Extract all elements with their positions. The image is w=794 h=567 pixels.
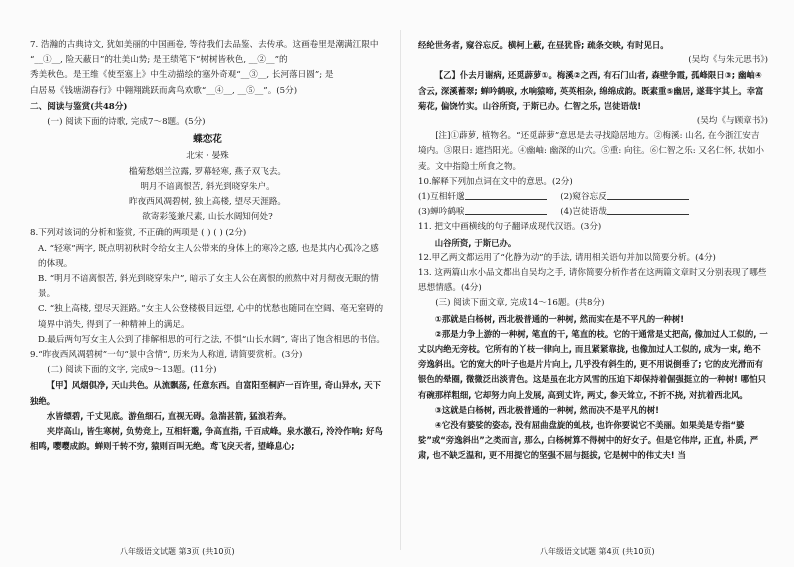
q8-option-d: D.最后两句写女主人公到了排解相思的可行之法, 不惧“山长水阔”, 寄出了饱含相思的书信。 bbox=[38, 334, 385, 345]
q10-item-2: (2)窥谷忘反 bbox=[560, 192, 607, 203]
q10-item-1: (1)互相轩邈 bbox=[418, 192, 465, 203]
passage-yi: 【乙】仆去月谢病, 还觅薜萝①。梅溪②之西, 有石门山者, 森壁争霞, 孤峰限日③; 幽岫④含云, 深溪蓄翠; 蝉吟鹤唳, 水响猿啼, 英英相杂, 绵绵成韵。既素重⑤幽居, 遂葺宇其上。幸富菊花, 偏饶竹实。山谷所资, 于斯已办。仁智之乐, 岂徒语哉! bbox=[418, 70, 764, 111]
q11-stem: 11. 把文中画横线的句子翻译成现代汉语。(3分) bbox=[418, 222, 602, 233]
poem-line: 明月不谙离恨苦, 斜光到晓穿朱户。 bbox=[140, 181, 275, 192]
passage-jia-p1: 【甲】风烟俱净, 天山共色。从流飘荡, 任意东西。自富阳至桐庐一百许里, 奇山异水, 天下独绝。 bbox=[30, 380, 382, 406]
q12-stem: 12.甲乙两文都运用了“化静为动”的手法, 请用相关语句并加以简要分析。(4分) bbox=[418, 252, 716, 263]
poem-author: 北宋 · 晏殊 bbox=[186, 151, 229, 162]
page-footer-left: 八年级语文试题 第3页 (共10页) bbox=[120, 547, 235, 556]
q7-line-4: 白居易《钱塘湖春行》中翱翔跳跃而禽鸟欢歌“__④__, __⑤__”。(5分) bbox=[30, 85, 298, 96]
article-paragraph-4: ④它没有婆娑的姿态, 没有屈曲盘旋的虬枝, 也许你要说它不美丽。如果美是专指“婆娑”或“旁逸斜出”之类而言, 那么, 白杨树算不得树中的好女子。但是它伟岸, 正直, 朴质, 严肃, 也不缺乏温和, 更不用提它的坚强不屈与挺拔, 它是树中的伟丈夫! 当 bbox=[418, 420, 759, 461]
q7-line-2: “__①__, 险天蔽日”的壮美山势; 是王绩笔下“树树皆秋色, __②__”的 bbox=[30, 55, 288, 66]
passage-jia-p2: 水皆缥碧, 千丈见底。游鱼细石, 直视无碍。急湍甚箭, 猛浪若奔。 bbox=[46, 410, 292, 421]
passage-jia-p3: 夹岸高山, 皆生寒树, 负势竞上, 互相轩邈, 争高直指, 千百成峰。泉水激石, 泠泠作响; 好鸟相鸣, 嘤嘤成韵。蝉则千转不穷, 猿则百叫无绝。鸢飞戾天者, 望峰息心; bbox=[30, 426, 383, 452]
answer-blank[interactable] bbox=[465, 190, 547, 200]
answer-blank[interactable] bbox=[607, 190, 689, 200]
citation-jia: (吴均《与朱元思书》) bbox=[688, 55, 768, 66]
citation-yi: (吴均《与顾章书》) bbox=[696, 116, 768, 127]
poem-title: 蝶恋花 bbox=[193, 134, 222, 146]
right-column bbox=[418, 38, 768, 528]
annotation-note: [注]①薜萝, 植物名。“还觅薜萝”意思是去寻找隐居地方。②梅溪: 山名, 在今浙江安吉境内。③限日: 遮挡阳光。④幽岫: 幽深的山穴。⑤重: 向往。⑥仁智之乐: 又名仁怀, 状如小麦。文中指隐士所食之物。 bbox=[418, 131, 764, 172]
q11-sentence: 山谷所资, 于斯已办。 bbox=[434, 237, 517, 248]
poem-line: 昨夜西风凋碧树, 独上高楼, 望尽天涯路。 bbox=[128, 197, 287, 208]
q10-item-4: (4)岂徒语哉 bbox=[560, 207, 607, 218]
q9-stem: 9.“昨夜西风凋碧树”一句“景中含情”, 历来为人称道, 请简要赏析。(3分) bbox=[30, 350, 303, 361]
sub-section-3: (三) 阅读下面文章, 完成14～16题。(共8分) bbox=[435, 298, 605, 309]
article-paragraph-1: ①那就是白杨树, 西北极普通的一种树, 然而实在是不平凡的一种树! bbox=[434, 313, 685, 324]
left-column bbox=[30, 38, 385, 528]
q7-line-3: 秀美秋色。是王维《使至塞上》中生动描绘的塞外奇观“__③__, 长河落日圆”; 是 bbox=[30, 70, 334, 81]
sub-section-2: (二) 阅读下面的文字, 完成9～13题。(11分) bbox=[47, 365, 217, 376]
answer-blank[interactable] bbox=[465, 205, 547, 215]
q10-items-row1 bbox=[418, 190, 768, 205]
article-paragraph-2: ②那是力争上游的一种树, 笔直的干, 笔直的枝。它的干通常是丈把高, 像加过人工似的, 一丈以内绝无旁枝。它所有的丫枝一律向上, 而且紧紧靠拢, 也像加过人工似的, 成为一束, 绝不旁逸斜出。它的宽大的叶子也是片片向上, 几乎没有斜生的, 更不用说倒垂了; 它的皮光滑而有银色的晕圈, 微微泛出淡青色。这是虽在北方风雪的压迫下却保持着倔强挺立的一种树! 哪怕只有碗那样粗细, 它却努力向上发展, 高到丈许, 两丈, 参天耸立, 不折不挠, 对抗着西北风。 bbox=[418, 328, 768, 400]
answer-blank[interactable] bbox=[607, 205, 689, 215]
q10-items-row2 bbox=[418, 205, 768, 220]
passage-jia-continued: 经纶世务者, 窥谷忘反。横柯上蔽, 在昼犹昏; 疏条交映, 有时见日。 bbox=[418, 40, 669, 50]
q8-option-c: C. “独上高楼, 望尽天涯路。”女主人公登楼极目远望, 心中的忧愁也随同在空阔、亳无窒碍的境界中消失, 得到了一种精神上的满足。 bbox=[38, 304, 384, 330]
q13-stem: 13. 这两篇山水小品文都出自吴均之手, 请你简要分析作者在这两篇文章时又分别表现了哪些思想情感。(4分) bbox=[418, 268, 767, 294]
page-footer-right: 八年级语文试题 第4页 (共10页) bbox=[540, 547, 655, 556]
q8-option-a: A. “轻寒”两字, 既点明初秋时令给女主人公带来的身体上的寒冷之感, 也是其内心孤冷之感的体现。 bbox=[38, 243, 379, 269]
q8-stem: 8.下列对该词的分析和鉴赏, 不正确的两项是 ( ) ( ) (2分) bbox=[30, 228, 247, 239]
section-2-heading: 二、阅读与鉴赏(共48分) bbox=[30, 101, 128, 112]
q10-stem: 10.解释下列加点词在文中的意思。(2分) bbox=[418, 176, 573, 187]
poem-line: 欲寄彩笺兼尺素, 山长水阔知何处? bbox=[142, 212, 273, 223]
q10-item-3: (3)蝉吟鹤唳 bbox=[418, 207, 465, 218]
q7-line-1: 7. 浩瀚的古典诗文, 犹如美丽的中国画卷, 等待我们去品鉴、去传承。这画卷里是潮满江限中 bbox=[30, 40, 379, 50]
poem-line: 槛菊愁烟兰泣露, 罗幕轻寒, 燕子双飞去。 bbox=[128, 166, 287, 177]
q8-option-b: B. “明月不谙离恨苦, 斜光到晓穿朱户”, 暗示了女主人公在离恨的煎熬中对月彻夜无眠的情景。 bbox=[38, 274, 379, 300]
column-divider bbox=[400, 30, 401, 550]
sub-section-1: (一) 阅读下面的诗歌, 完成7～8题。(5分) bbox=[47, 117, 206, 128]
article-paragraph-3: ③这就是白杨树, 西北极普通的一种树, 然而决不是平凡的树! bbox=[434, 404, 659, 415]
